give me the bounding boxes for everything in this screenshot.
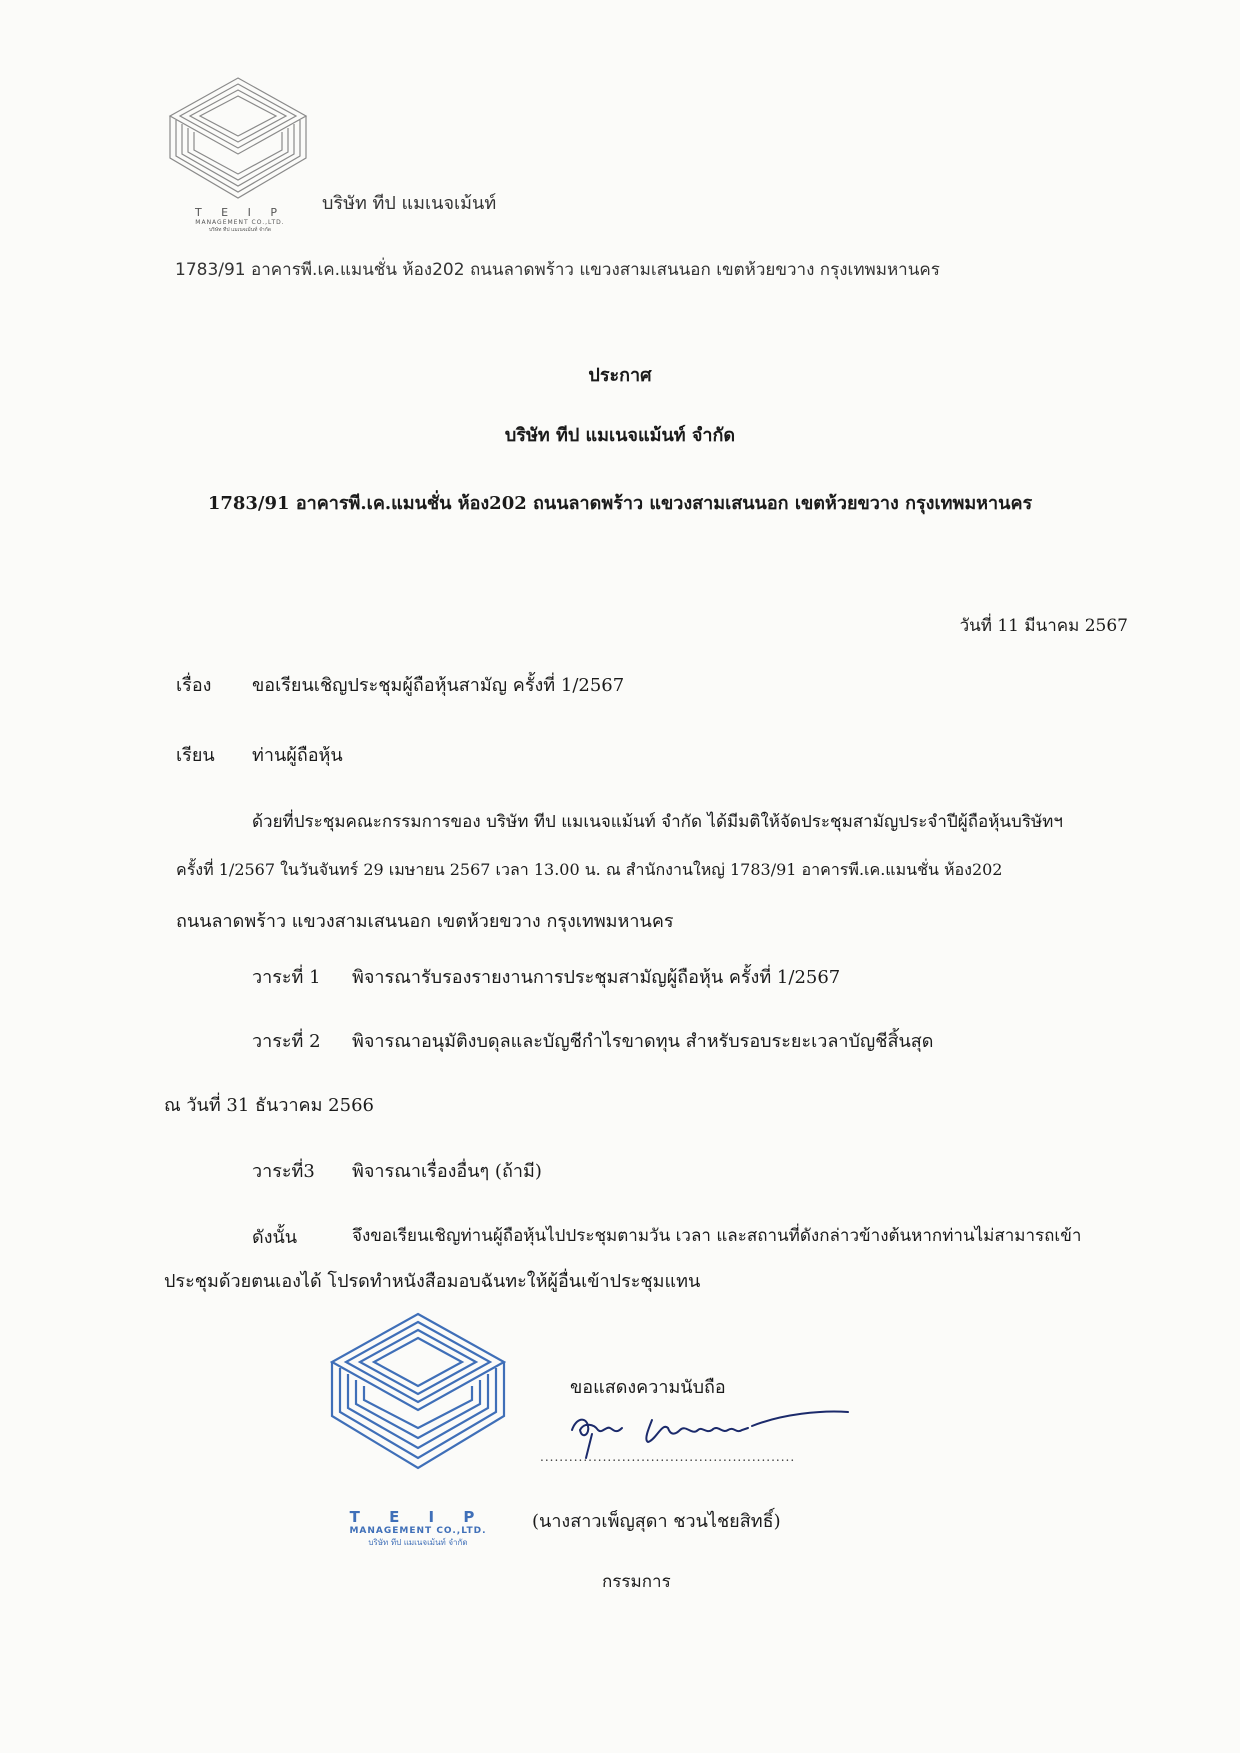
stamp-text bbox=[318, 1508, 518, 1549]
company-title: บริษัท ทีป แมเนจแม้นท์ จำกัด bbox=[504, 425, 736, 446]
signature-line: ..................................................... bbox=[540, 1450, 796, 1464]
intro-line1: ด้วยที่ประชุมคณะกรรมการของ บริษัท ทีป แมเนจแม้นท์ จำกัด ได้มีมติให้จัดประชุมสามัญประจำปีผู้ถือหุ้นบริษัทฯ bbox=[252, 812, 1063, 832]
conclusion-line2: ประชุมด้วยตนเองได้ โปรดทำหนังสือมอบฉันทะให้ผู้อื่นเข้าประชุมแทน bbox=[164, 1271, 701, 1292]
conclusion-label: ดังนั้น bbox=[252, 1227, 298, 1248]
subject-label: เรื่อง bbox=[176, 675, 212, 696]
agenda-3-text: พิจารณาเรื่องอื่นๆ (ถ้ามี) bbox=[352, 1161, 542, 1182]
header-address: 1783/91 อาคารพี.เค.แมนชั่น ห้อง202 ถนนลาดพร้าว แขวงสามเสนนอก เขตห้วยขวาง กรุงเทพมหานคร bbox=[175, 260, 940, 280]
logo-text bbox=[160, 206, 320, 234]
stamp-text-line2: MANAGEMENT CO.,LTD. bbox=[349, 1526, 487, 1536]
subject-value: ขอเรียนเชิญประชุมผู้ถือหุ้นสามัญ ครั้งที่ 1/2567 bbox=[252, 675, 625, 696]
logo-text-line2: MANAGEMENT CO.,LTD. bbox=[195, 219, 285, 226]
conclusion-line1: จึงขอเรียนเชิญท่านผู้ถือหุ้นไปประชุมตามวัน เวลา และสถานที่ดังกล่าวข้างต้นหากท่านไม่สามารถเข้า bbox=[352, 1226, 1082, 1246]
agenda-1-text: พิจารณารับรองรายงานการประชุมสามัญผู้ถือหุ้น ครั้งที่ 1/2567 bbox=[352, 967, 841, 988]
logo-text-line1: T E I P bbox=[194, 206, 286, 219]
company-logo-icon bbox=[168, 76, 308, 204]
agenda-2-text: พิจารณาอนุมัติงบดุลและบัญชีกำไรขาดทุน สำหรับรอบระยะเวลาบัญชีสิ้นสุด bbox=[352, 1031, 934, 1052]
intro-line2: ครั้งที่ 1/2567 ในวันจันทร์ 29 เมษายน 2567 เวลา 13.00 น. ณ สำนักงานใหญ่ 1783/91 อาคารพี.เค.แมนชั่น ห้อง202 bbox=[176, 860, 1003, 879]
stamp-text-line3: บริษัท ทีป แมเนจเม้นท์ จำกัด bbox=[368, 1538, 468, 1547]
recipient-value: ท่านผู้ถือหุ้น bbox=[252, 745, 343, 766]
address-title: 1783/91 อาคารพี.เค.แมนชั่น ห้อง202 ถนนลาดพร้าว แขวงสามเสนนอก เขตห้วยขวาง กรุงเทพมหานคร bbox=[207, 493, 1033, 514]
signatory-name: (นางสาวเพ็ญสุดา ชวนไชยสิทธิ์) bbox=[532, 1511, 781, 1532]
signatory-title: กรรมการ bbox=[602, 1572, 671, 1592]
company-stamp-icon bbox=[330, 1312, 506, 1472]
closing-text: ขอแสดงความนับถือ bbox=[570, 1377, 726, 1398]
agenda-1-label: วาระที่ 1 bbox=[252, 967, 321, 988]
intro-line3: ถนนลาดพร้าว แขวงสามเสนนอก เขตห้วยขวาง กรุงเทพมหานคร bbox=[176, 911, 674, 932]
agenda-2-continuation: ณ วันที่ 31 ธันวาคม 2566 bbox=[164, 1095, 374, 1116]
header-company-name: บริษัท ทีป แมเนจเม้นท์ bbox=[322, 193, 497, 214]
stamp-text-line1: T E I P bbox=[349, 1508, 487, 1526]
announcement-title: ประกาศ bbox=[588, 365, 652, 386]
agenda-3-label: วาระที่3 bbox=[252, 1161, 315, 1182]
agenda-2-label: วาระที่ 2 bbox=[252, 1031, 321, 1052]
document-date: วันที่ 11 มีนาคม 2567 bbox=[959, 616, 1128, 636]
recipient-label: เรียน bbox=[176, 745, 215, 766]
logo-text-line3: บริษัท ทีป แมเนจเม้นท์ จำกัด bbox=[209, 227, 271, 233]
